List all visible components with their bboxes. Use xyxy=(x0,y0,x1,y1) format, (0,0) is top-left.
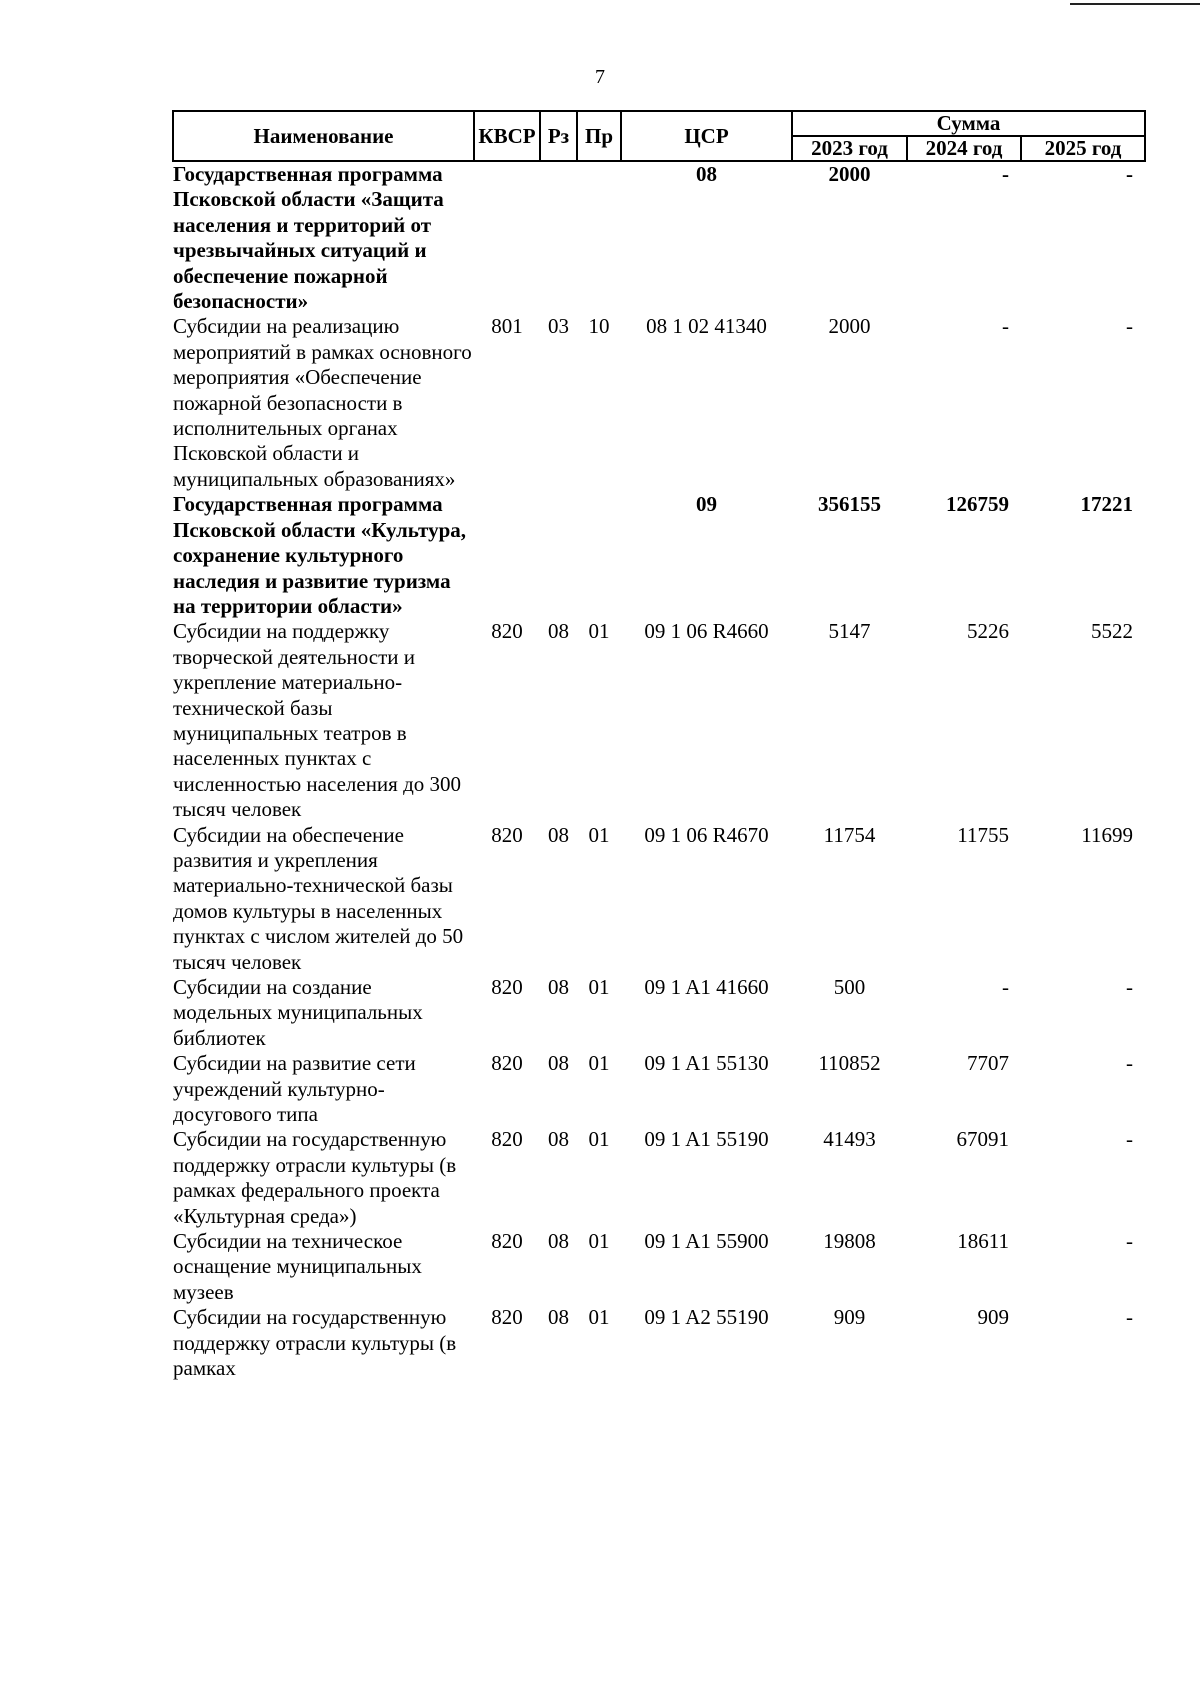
row-csr: 08 xyxy=(696,162,717,186)
row-pr: 01 xyxy=(588,1051,610,1076)
row-pr: 01 xyxy=(588,975,610,999)
row-pr xyxy=(577,492,621,619)
row-kvsr: 820 xyxy=(491,1127,523,1152)
row-name: Субсидии на техническое оснащение муниципальных музеев xyxy=(173,1229,422,1304)
row-csr: 09 1 06 R4670 xyxy=(644,822,769,847)
row-rz: 08 xyxy=(548,1127,569,1152)
row-name: Субсидии на создание модельных муниципальных библиотек xyxy=(173,975,423,1050)
row-kvsr: 820 xyxy=(491,1305,523,1330)
row-name: Субсидии на развитие сети учреждений культурно-досугового типа xyxy=(173,1051,416,1127)
row-rz: 03 xyxy=(548,314,569,339)
row-2025: - xyxy=(1126,1051,1134,1076)
row-2024: - xyxy=(1002,975,1009,999)
row-kvsr: 820 xyxy=(491,619,523,644)
row-kvsr: 820 xyxy=(491,1229,523,1254)
header-rz: Рз xyxy=(540,111,577,161)
row-2023: 2000 xyxy=(828,162,871,186)
row-rz: 08 xyxy=(548,975,569,999)
row-2025: - xyxy=(1126,1127,1134,1152)
row-pr: 01 xyxy=(588,1305,610,1330)
header-sum: Сумма xyxy=(792,111,1145,136)
row-2023: 110852 xyxy=(818,1051,881,1076)
page-number: 7 xyxy=(595,66,605,88)
header-kvsr: КВСР xyxy=(474,111,540,161)
row-2025: - xyxy=(1126,975,1134,999)
row-2025: - xyxy=(1126,162,1134,186)
row-kvsr: 820 xyxy=(491,822,523,847)
row-kvsr xyxy=(474,492,540,619)
row-csr: 09 1 A1 55190 xyxy=(644,1127,769,1152)
table-row xyxy=(173,619,1145,822)
row-rz: 08 xyxy=(548,1229,569,1254)
row-name: Субсидии на реализацию мероприятий в рамках основного мероприятия «Обеспечение пожарной безопасности в исполнительных органах Псковской области и муниципальных образованиях» xyxy=(173,314,472,491)
row-2023: 19808 xyxy=(823,1229,876,1254)
row-name: Субсидии на государственную поддержку отрасли культуры (в рамках xyxy=(173,1305,457,1381)
row-pr: 01 xyxy=(588,1229,610,1254)
row-name: Субсидии на обеспечение развития и укрепления материально-технической базы домов культуры в населенных пунктах с числом жителей до 50 тысяч человек xyxy=(173,822,464,974)
table-header-row-1 xyxy=(173,111,1145,136)
scan-corner-line xyxy=(1070,0,1200,5)
row-name: Субсидии на государственную поддержку отрасли культуры (в рамках федерального проекта «Культурная среда») xyxy=(173,1127,457,1228)
row-csr: 09 1 A2 55190 xyxy=(644,1305,769,1330)
row-2024: 909 xyxy=(977,1305,1009,1330)
row-2024: 5226 xyxy=(967,619,1009,644)
row-rz xyxy=(540,161,577,314)
row-2025: - xyxy=(1126,314,1134,339)
row-2025: - xyxy=(1126,1305,1134,1330)
row-kvsr: 820 xyxy=(491,975,523,999)
header-year-2023: 2023 год xyxy=(792,136,907,161)
row-2023: 11754 xyxy=(823,822,876,847)
table-row xyxy=(173,823,1145,975)
row-2024: 67091 xyxy=(956,1127,1009,1152)
row-csr: 09 xyxy=(696,492,717,517)
header-csr: ЦСР xyxy=(621,111,792,161)
table-row xyxy=(173,1305,1145,1381)
row-rz: 08 xyxy=(548,1305,569,1330)
table-row xyxy=(173,975,1145,1051)
row-pr: 01 xyxy=(588,1127,610,1152)
row-2025: 5522 xyxy=(1091,619,1134,644)
row-pr: 01 xyxy=(588,822,610,847)
row-csr: 08 1 02 41340 xyxy=(646,314,767,339)
row-rz: 08 xyxy=(548,1051,569,1076)
row-csr: 09 1 A1 55130 xyxy=(644,1051,769,1076)
row-rz: 08 xyxy=(548,619,569,644)
row-2024: 18611 xyxy=(957,1229,1009,1254)
row-2024: 11755 xyxy=(957,822,1009,847)
header-year-2024: 2024 год xyxy=(907,136,1021,161)
row-pr: 01 xyxy=(588,619,610,644)
row-name: Государственная программа Псковской области «Защита населения и территорий от чрезвычайных ситуаций и обеспечение пожарной безопасности» xyxy=(173,162,444,314)
row-2024: 7707 xyxy=(967,1051,1009,1076)
row-csr: 09 1 06 R4660 xyxy=(644,619,769,644)
row-kvsr: 820 xyxy=(491,1051,523,1076)
budget-table xyxy=(172,110,1146,1382)
row-2025: - xyxy=(1126,1229,1134,1254)
row-2025: 11699 xyxy=(1081,822,1134,847)
table-row xyxy=(173,314,1145,492)
row-2023: 2000 xyxy=(828,314,871,339)
header-year-2025: 2025 год xyxy=(1021,136,1145,161)
row-2023: 356155 xyxy=(818,492,881,517)
table-row xyxy=(173,1127,1145,1229)
row-2025: 17221 xyxy=(1080,492,1134,517)
row-2023: 909 xyxy=(833,1305,866,1330)
table-row-program-08 xyxy=(173,161,1145,314)
row-2023: 5147 xyxy=(828,619,871,644)
table-row-program-09 xyxy=(173,492,1145,619)
row-name: Государственная программа Псковской области «Культура, сохранение культурного наследия и развитие туризма на территории области» xyxy=(173,492,467,618)
row-rz: 08 xyxy=(548,822,569,847)
row-pr: 10 xyxy=(588,314,610,339)
row-csr: 09 1 A1 55900 xyxy=(644,1229,769,1254)
row-rz xyxy=(540,492,577,619)
row-kvsr xyxy=(474,161,540,314)
row-2023: 41493 xyxy=(823,1127,876,1152)
row-pr xyxy=(577,161,621,314)
row-2024: 126759 xyxy=(946,492,1009,517)
row-2024: - xyxy=(1002,162,1009,186)
row-kvsr: 801 xyxy=(491,314,523,339)
row-2023: 500 xyxy=(833,975,866,999)
header-name: Наименование xyxy=(173,111,474,161)
table-row xyxy=(173,1229,1145,1305)
row-2024: - xyxy=(1002,314,1009,339)
row-csr: 09 1 A1 41660 xyxy=(644,975,769,999)
row-name: Субсидии на поддержку творческой деятельности и укрепление материально-технической базы муниципальных театров в населенных пунктах с численностью населения до 300 тысяч человек xyxy=(173,619,462,822)
header-pr: Пр xyxy=(577,111,621,161)
table-row xyxy=(173,1051,1145,1127)
